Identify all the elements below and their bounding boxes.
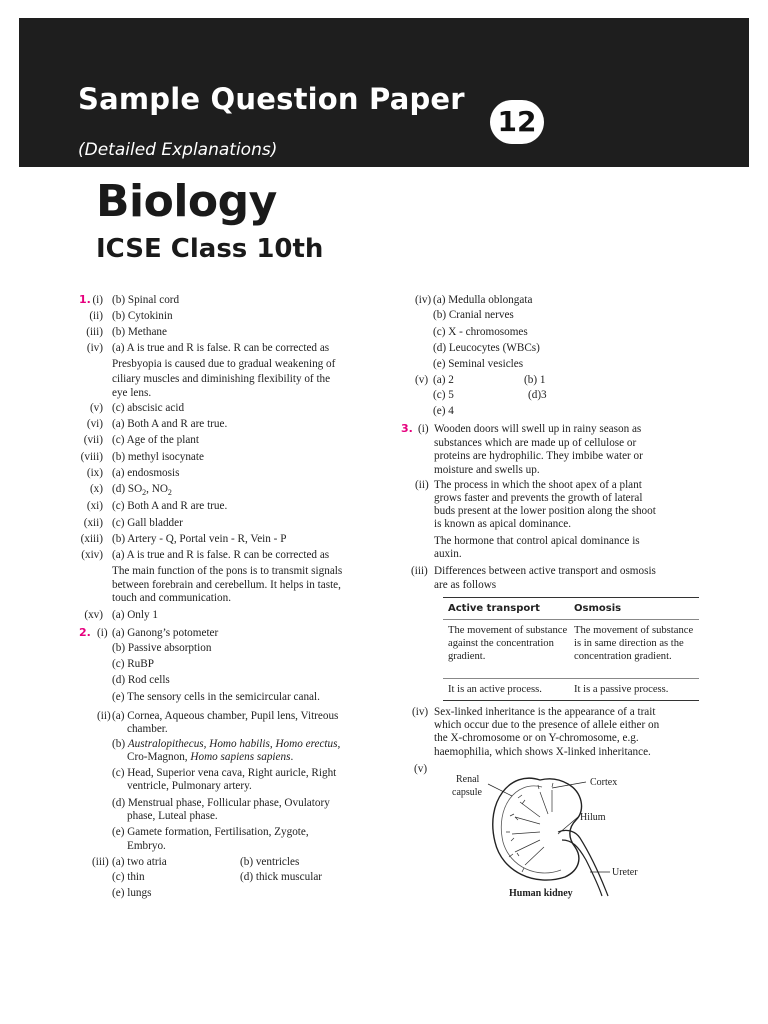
q1-xii-label: (xii) [83,517,103,529]
q2-ii-b-sapiens: Homo sapiens sapiens [190,751,291,763]
q2-iii-b: (b) ventricles [240,856,300,868]
q3-ii-line4: is known as apical dominance. [434,518,572,530]
q1-xii-answer: (c) Gall bladder [112,517,183,529]
q1-xiii-label: (xiii) [80,533,103,545]
q3-iii-line1: Differences between active transport and osmosis [434,565,656,577]
q2-ii-c-line2: ventricle, Pulmonary artery. [127,780,252,792]
table-header-divider [443,619,699,620]
q2-v-a: (a) 2 [433,374,454,386]
q1-xv-answer: (a) Only 1 [112,609,158,621]
q2-ii-e-line2: Embryo. [127,840,166,852]
q1-vii-answer: (c) Age of the plant [112,434,199,446]
label-cortex: Cortex [590,777,618,788]
q1-x-no: , NO [146,483,168,495]
q1-x-answer [112,483,172,499]
table-header-osmosis: Osmosis [574,603,622,614]
q2-iv-e: (e) Seminal vesicles [433,358,524,370]
q1-ix-label: (ix) [86,467,103,479]
q2-v-c: (c) 5 [433,389,454,401]
cortex-leader [552,782,586,788]
q3-iv-label: (iv) [412,706,429,718]
q2-ii-d: (d) Menstrual phase, Follicular phase, Ovulatory [112,797,330,809]
q1-iii-label: (iii) [86,326,103,338]
q1-vi-answer: (a) Both A and R are true. [112,418,228,430]
q2-ii-label: (ii) [97,710,111,722]
table-cell-r2-c1: It is an active process. [448,684,542,695]
q2-v-label: (v) [415,374,429,386]
question-1-number: 1. [79,293,91,306]
question-2-number: 2. [79,626,91,639]
q2-ii-b-line2 [127,751,293,764]
q2-ii-b-species: Australopithecus, Homo habilis, Homo erectus, [127,738,341,750]
q1-xiii-answer: (b) Artery - Q, Portal vein - R, Vein - P [112,533,287,545]
q3-ii-line5: The hormone that control apical dominance is [434,535,640,547]
q2-iii-a: (a) two atria [112,856,167,868]
q1-x-sub1: 2 [142,488,147,498]
paper-title: Sample Question Paper [78,82,465,116]
q3-i-line1: Wooden doors will swell up in rainy season as [434,423,642,435]
q1-xiv-line3: between forebrain and cerebellum. It helps in taste, [112,579,341,591]
q1-xi-label: (xi) [86,500,103,512]
q3-iv-line4: haemophilia, which shows X-linked inheritance. [434,746,651,758]
label-capsule: capsule [452,787,482,798]
differences-table [443,597,699,701]
q2-i-label: (i) [97,627,108,639]
q3-ii-line2: grows faster and prevents the growth of lateral [434,492,643,504]
q2-iii-label: (iii) [92,856,109,868]
q2-ii-a-line2: chamber. [127,723,168,735]
q1-iv-answer: (a) A is true and R is false. R can be corrected as [112,342,330,354]
label-hilum: Hilum [580,812,606,823]
q2-ii-b-end: . [290,751,294,763]
q1-x-so: (d) SO [112,483,143,495]
q1-iv-line3: ciliary muscles and diminishing flexibility of the [112,373,331,385]
q2-ii-d-line2: phase, Luteal phase. [127,810,218,822]
q3-ii-line1: The process in which the shoot apex of a plant [434,479,642,491]
q3-iv-line1: Sex-linked inheritance is the appearance of a trait [434,706,656,718]
q2-ii-b [112,738,340,751]
q1-ii-answer: (b) Cytokinin [112,310,173,322]
q3-i-line2: substances which are made up of cellulose or [434,437,637,449]
q3-iii-label: (iii) [411,565,428,577]
q3-iv-line2: which occur due to the presence of allele either on [434,719,660,731]
label-ureter: Ureter [612,867,638,878]
q1-x-sub2: 2 [167,488,172,498]
q2-i-d: (d) Rod cells [112,674,170,686]
q1-i-answer: (b) Spinal cord [112,294,180,306]
q2-ii-c: (c) Head, Superior vena cava, Right auricle, Right [112,767,337,779]
q1-xiv-line2: The main function of the pons is to transmit signals [112,565,343,577]
table-row-divider [443,678,699,679]
q2-ii-b-cro: Cro-Magnon, [127,751,191,763]
q1-i-label: (i) [92,294,103,306]
label-renal: Renal [456,774,480,785]
q1-xi-answer: (c) Both A and R are true. [112,500,228,512]
q3-i-line4: moisture and swells up. [434,464,540,476]
q2-ii-b-prefix: (b) [112,738,128,750]
q2-i-c: (c) RuBP [112,658,154,670]
q1-iv-line2: Presbyopia is caused due to gradual weakening of [112,358,336,370]
hilum-leader [558,817,578,834]
q2-v-d: (d)3 [528,389,547,401]
q1-xiv-label: (xiv) [81,549,103,561]
q1-xiv-line4: touch and communication. [112,592,231,604]
q2-iv-label: (iv) [415,294,432,306]
q2-i-a: (a) Ganong’s potometer [112,627,219,639]
q3-ii-line6: auxin. [434,548,462,560]
q3-ii-line3: buds present at the lower position along the shoot [434,505,656,517]
q1-xiv-answer: (a) A is true and R is false. R can be corrected as [112,549,330,561]
q2-iv-d: (d) Leucocytes (WBCs) [433,342,540,354]
q2-i-e: (e) The sensory cells in the semicircular canal. [112,691,320,703]
paper-number-badge: 12 [490,100,544,144]
q2-v-b: (b) 1 [524,374,546,386]
q2-iii-e: (e) lungs [112,887,152,899]
table-cell-r1-c1: The movement of substance against the concentration gradient. [448,625,568,663]
diagram-caption: Human kidney [509,888,573,899]
q2-iii-c: (c) thin [112,871,145,883]
q2-ii-e: (e) Gamete formation, Fertilisation, Zygote, [112,826,309,838]
q1-viii-answer: (b) methyl isocynate [112,451,204,463]
q2-iii-d: (d) thick muscular [240,871,323,883]
q3-v-label: (v) [414,763,428,775]
q2-iv-a: (a) Medulla oblongata [433,294,533,306]
q1-v-answer: (c) abscisic acid [112,402,185,414]
q2-iv-c: (c) X - chromosomes [433,326,528,338]
q3-i-label: (i) [418,423,429,435]
q2-v-e: (e) 4 [433,405,454,417]
q1-iv-label: (iv) [86,342,103,354]
q1-v-label: (v) [89,402,103,414]
q1-ii-label: (ii) [89,310,103,322]
table-header-active-transport: Active transport [448,603,540,614]
class-title: ICSE Class 10th [96,234,324,264]
q1-vii-label: (vii) [83,434,103,446]
q1-viii-label: (viii) [80,451,103,463]
q1-xv-label: (xv) [84,609,103,621]
q2-iv-b: (b) Cranial nerves [433,309,514,321]
q2-ii-a: (a) Cornea, Aqueous chamber, Pupil lens, Vitreous [112,710,339,722]
q3-iii-line2: are as follows [434,579,497,591]
q2-i-b: (b) Passive absorption [112,642,212,654]
table-cell-r1-c2: The movement of substance is in same direction as the concentration gradient. [574,625,694,663]
q1-iv-line4: eye lens. [112,387,152,399]
q3-i-line3: proteins are hydrophilic. They imbibe water or [434,450,643,462]
subject-title: Biology [96,176,277,227]
q3-ii-label: (ii) [415,479,429,491]
q1-vi-label: (vi) [86,418,103,430]
q1-x-label: (x) [89,483,103,495]
q1-ix-answer: (a) endosmosis [112,467,180,479]
table-cell-r2-c2: It is a passive process. [574,684,669,695]
q3-iv-line3: the X-chromosome or on Y-chromosome, e.g. [434,732,639,744]
paper-subtitle: (Detailed Explanations) [78,140,278,160]
question-3-number: 3. [401,422,413,435]
q1-iii-answer: (b) Methane [112,326,167,338]
